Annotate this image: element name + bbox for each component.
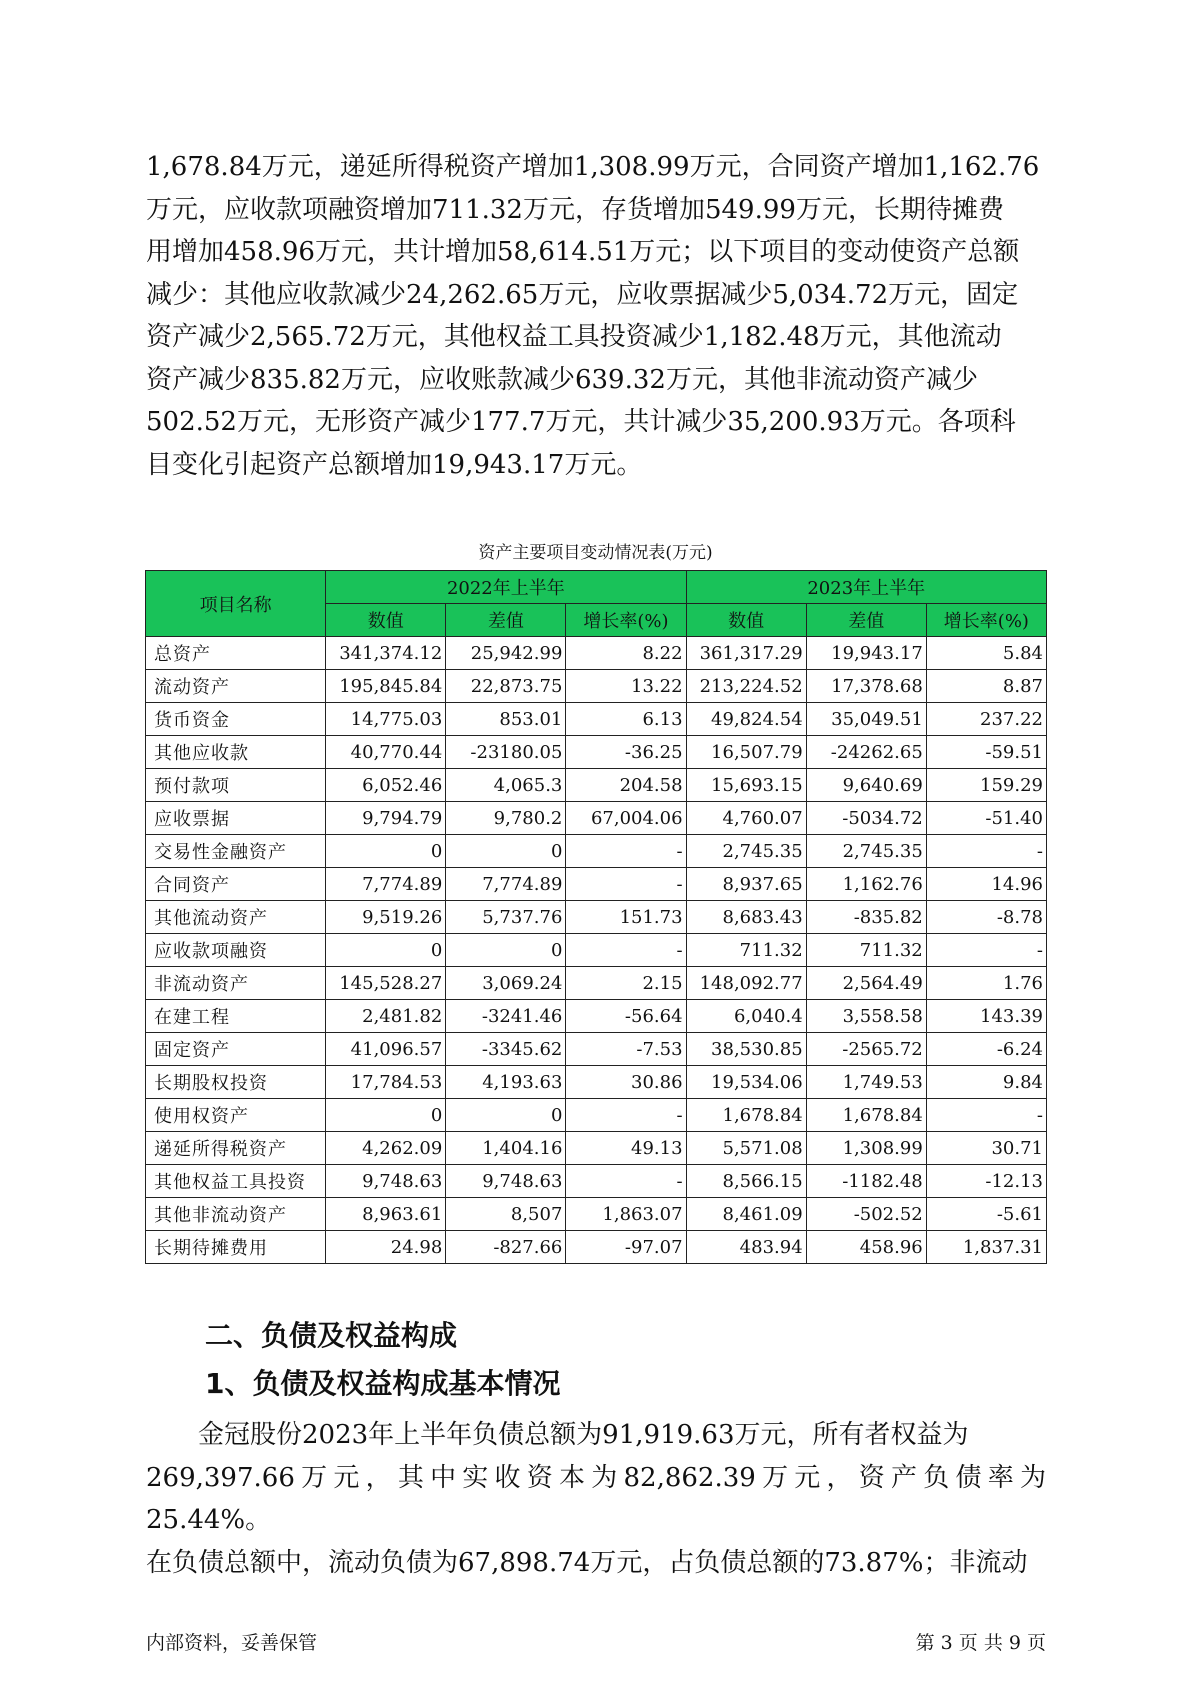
table-cell: 4,760.07 [686, 802, 806, 835]
table-cell: - [926, 835, 1046, 868]
table-cell: 9,519.26 [326, 901, 446, 934]
table-cell: 7,774.89 [446, 868, 566, 901]
table-cell: 2,745.35 [806, 835, 926, 868]
table-row [146, 1033, 1047, 1066]
row-item-name: 长期股权投资 [146, 1066, 326, 1099]
table-cell: -5.61 [926, 1198, 1046, 1231]
table-caption: 资产主要项目变动情况表(万元) [478, 543, 713, 563]
table-cell: 237.22 [926, 703, 1046, 736]
table-cell: 2,481.82 [326, 1000, 446, 1033]
row-item-name: 在建工程 [146, 1000, 326, 1033]
table-cell: 3,069.24 [446, 967, 566, 1000]
table-cell: 9,748.63 [326, 1165, 446, 1198]
section-heading: 二、负债及权益构成 [205, 1319, 458, 1352]
header-diff: 差值 [806, 604, 926, 637]
paragraph-line: 万元，应收款项融资增加711.32万元，存货增加549.99万元，长期待摊费 [146, 194, 1004, 225]
table-cell: 8.87 [926, 670, 1046, 703]
table-row [146, 1198, 1047, 1231]
table-cell: 14.96 [926, 868, 1046, 901]
table-row [146, 1132, 1047, 1165]
table-cell: 5,571.08 [686, 1132, 806, 1165]
table-cell: 9,780.2 [446, 802, 566, 835]
table-cell: 38,530.85 [686, 1033, 806, 1066]
table-cell: 19,943.17 [806, 637, 926, 670]
row-item-name: 流动资产 [146, 670, 326, 703]
table-cell: 0 [446, 934, 566, 967]
table-cell: 143.39 [926, 1000, 1046, 1033]
table-cell: 0 [446, 1099, 566, 1132]
row-item-name: 交易性金融资产 [146, 835, 326, 868]
table-row [146, 802, 1047, 835]
table-cell: 6,052.46 [326, 769, 446, 802]
paragraph-line: 1,678.84万元，递延所得税资产增加1,308.99万元，合同资产增加1,162.76 [146, 152, 1040, 182]
table-row [146, 1000, 1047, 1033]
table-cell: 22,873.75 [446, 670, 566, 703]
table-cell: 8,566.15 [686, 1165, 806, 1198]
table-row [146, 1099, 1047, 1132]
table-cell: 41,096.57 [326, 1033, 446, 1066]
table-row [146, 835, 1047, 868]
table-cell: 151.73 [566, 901, 686, 934]
table-cell: 5,737.76 [446, 901, 566, 934]
table-cell: - [566, 868, 686, 901]
table-cell: 341,374.12 [326, 637, 446, 670]
table-cell: 213,224.52 [686, 670, 806, 703]
paragraph-line: 269,397.66万元，其中实收资本为82,862.39万元，资产负债率为25.44%。 [146, 1462, 1046, 1535]
row-item-name: 其他非流动资产 [146, 1198, 326, 1231]
table-cell: 30.86 [566, 1066, 686, 1099]
table-cell: 25,942.99 [446, 637, 566, 670]
table-cell: - [566, 1165, 686, 1198]
table-cell: 14,775.03 [326, 703, 446, 736]
table-row [146, 1231, 1047, 1264]
row-item-name: 其他流动资产 [146, 901, 326, 934]
table-cell: 9,748.63 [446, 1165, 566, 1198]
row-item-name: 货币资金 [146, 703, 326, 736]
row-item-name: 其他应收款 [146, 736, 326, 769]
table-cell: 711.32 [686, 934, 806, 967]
table-cell: -827.66 [446, 1231, 566, 1264]
table-cell: 159.29 [926, 769, 1046, 802]
table-cell: 5.84 [926, 637, 1046, 670]
table-cell: -36.25 [566, 736, 686, 769]
table-cell: -502.52 [806, 1198, 926, 1231]
table-cell: 145,528.27 [326, 967, 446, 1000]
table-cell: 853.01 [446, 703, 566, 736]
paragraph-line: 在负债总额中，流动负债为67,898.74万元，占负债总额的73.87%；非流动 [146, 1547, 1028, 1578]
table-cell: 711.32 [806, 934, 926, 967]
table-cell: 0 [446, 835, 566, 868]
table-cell: 4,065.3 [446, 769, 566, 802]
table-row [146, 769, 1047, 802]
paragraph-line: 资产减少835.82万元，应收账款减少639.32万元，其他非流动资产减少 [146, 364, 978, 395]
footer-page-number: 第 3 页 共 9 页 [915, 1632, 1046, 1654]
table-cell: 3,558.58 [806, 1000, 926, 1033]
table-cell: 0 [326, 934, 446, 967]
table-cell: 1,678.84 [806, 1099, 926, 1132]
table-cell: -23180.05 [446, 736, 566, 769]
subsection-heading: 1、负债及权益构成基本情况 [205, 1367, 561, 1400]
table-cell: -3241.46 [446, 1000, 566, 1033]
paragraph-line: 资产减少2,565.72万元，其他权益工具投资减少1,182.48万元，其他流动 [146, 322, 1002, 352]
header-value: 数值 [686, 604, 806, 637]
table-cell: - [566, 1099, 686, 1132]
table-row [146, 967, 1047, 1000]
table-cell: 6,040.4 [686, 1000, 806, 1033]
table-cell: 9.84 [926, 1066, 1046, 1099]
table-cell: 204.58 [566, 769, 686, 802]
header-growth: 增长率(%) [926, 604, 1046, 637]
table-cell: 148,092.77 [686, 967, 806, 1000]
table-cell: -1182.48 [806, 1165, 926, 1198]
table-cell: 17,784.53 [326, 1066, 446, 1099]
table-cell: 8,683.43 [686, 901, 806, 934]
table-cell: -6.24 [926, 1033, 1046, 1066]
table-cell: -7.53 [566, 1033, 686, 1066]
table-cell: 9,794.79 [326, 802, 446, 835]
table-cell: 4,193.63 [446, 1066, 566, 1099]
table-cell: 8,507 [446, 1198, 566, 1231]
table-cell: -12.13 [926, 1165, 1046, 1198]
paragraph-line: 用增加458.96万元，共计增加58,614.51万元；以下项目的变动使资产总额 [146, 237, 1020, 267]
table-row [146, 934, 1047, 967]
asset-changes-table [145, 570, 1047, 1264]
table-cell: 1,678.84 [686, 1099, 806, 1132]
table-row [146, 670, 1047, 703]
header-value: 数值 [326, 604, 446, 637]
table-cell: 13.22 [566, 670, 686, 703]
footer-confidential-note: 内部资料，妥善保管 [146, 1632, 318, 1654]
table-cell: - [926, 934, 1046, 967]
header-group-2023: 2023年上半年 [686, 571, 1046, 604]
table-cell: 15,693.15 [686, 769, 806, 802]
table-cell: 8.22 [566, 637, 686, 670]
table-cell: 9,640.69 [806, 769, 926, 802]
table-cell: 17,378.68 [806, 670, 926, 703]
table-cell: - [566, 835, 686, 868]
paragraph-line: 502.52万元，无形资产减少177.7万元，共计减少35,200.93万元。各项科 [146, 407, 1016, 437]
table-cell: -2565.72 [806, 1033, 926, 1066]
table-row [146, 1165, 1047, 1198]
header-item-name: 项目名称 [146, 571, 326, 637]
table-cell: 0 [326, 1099, 446, 1132]
row-item-name: 使用权资产 [146, 1099, 326, 1132]
table-row [146, 1066, 1047, 1099]
header-growth: 增长率(%) [566, 604, 686, 637]
row-item-name: 递延所得税资产 [146, 1132, 326, 1165]
body-paragraph-liabilities [146, 1414, 1046, 1584]
table-cell: 30.71 [926, 1132, 1046, 1165]
table-cell: -3345.62 [446, 1033, 566, 1066]
body-paragraph-assets-change [146, 146, 1046, 486]
table-cell: 35,049.51 [806, 703, 926, 736]
table-cell: - [926, 1099, 1046, 1132]
table-cell: -835.82 [806, 901, 926, 934]
table-cell: 19,534.06 [686, 1066, 806, 1099]
table-cell: 16,507.79 [686, 736, 806, 769]
row-item-name: 应收票据 [146, 802, 326, 835]
table-row [146, 736, 1047, 769]
table-cell: 483.94 [686, 1231, 806, 1264]
table-cell: 2,745.35 [686, 835, 806, 868]
row-item-name: 应收款项融资 [146, 934, 326, 967]
table-cell: -59.51 [926, 736, 1046, 769]
table-cell: 67,004.06 [566, 802, 686, 835]
table-cell: 49.13 [566, 1132, 686, 1165]
paragraph-line: 金冠股份2023年上半年负债总额为91,919.63万元，所有者权益为 [198, 1420, 969, 1450]
table-cell: -24262.65 [806, 736, 926, 769]
table-cell: 1,863.07 [566, 1198, 686, 1231]
table-cell: 8,963.61 [326, 1198, 446, 1231]
table-cell: 0 [326, 835, 446, 868]
table-cell: -51.40 [926, 802, 1046, 835]
row-item-name: 其他权益工具投资 [146, 1165, 326, 1198]
table-cell: 1,404.16 [446, 1132, 566, 1165]
table-cell: 24.98 [326, 1231, 446, 1264]
table-cell: 49,824.54 [686, 703, 806, 736]
row-item-name: 总资产 [146, 637, 326, 670]
table-cell: 8,461.09 [686, 1198, 806, 1231]
table-cell: 1,308.99 [806, 1132, 926, 1165]
table-cell: -5034.72 [806, 802, 926, 835]
table-cell: 4,262.09 [326, 1132, 446, 1165]
table-cell: 1,749.53 [806, 1066, 926, 1099]
table-cell: 2,564.49 [806, 967, 926, 1000]
table-cell: - [566, 934, 686, 967]
table-cell: -8.78 [926, 901, 1046, 934]
table-cell: 2.15 [566, 967, 686, 1000]
table-cell: 195,845.84 [326, 670, 446, 703]
paragraph-line: 减少：其他应收款减少24,262.65万元，应收票据减少5,034.72万元，固定 [146, 279, 1019, 310]
row-item-name: 预付款项 [146, 769, 326, 802]
header-group-2022: 2022年上半年 [326, 571, 686, 604]
table-row [146, 868, 1047, 901]
table-cell: -56.64 [566, 1000, 686, 1033]
table-cell: 1.76 [926, 967, 1046, 1000]
paragraph-line: 目变化引起资产总额增加19,943.17万元。 [146, 449, 643, 480]
table-cell: 1,162.76 [806, 868, 926, 901]
row-item-name: 长期待摊费用 [146, 1231, 326, 1264]
table-cell: 8,937.65 [686, 868, 806, 901]
table-cell: 7,774.89 [326, 868, 446, 901]
table-cell: 361,317.29 [686, 637, 806, 670]
table-cell: 458.96 [806, 1231, 926, 1264]
header-diff: 差值 [446, 604, 566, 637]
table-row [146, 901, 1047, 934]
row-item-name: 非流动资产 [146, 967, 326, 1000]
table-cell: 1,837.31 [926, 1231, 1046, 1264]
row-item-name: 固定资产 [146, 1033, 326, 1066]
table-cell: 6.13 [566, 703, 686, 736]
table-cell: 40,770.44 [326, 736, 446, 769]
table-row [146, 637, 1047, 670]
row-item-name: 合同资产 [146, 868, 326, 901]
table-row [146, 703, 1047, 736]
table-cell: -97.07 [566, 1231, 686, 1264]
